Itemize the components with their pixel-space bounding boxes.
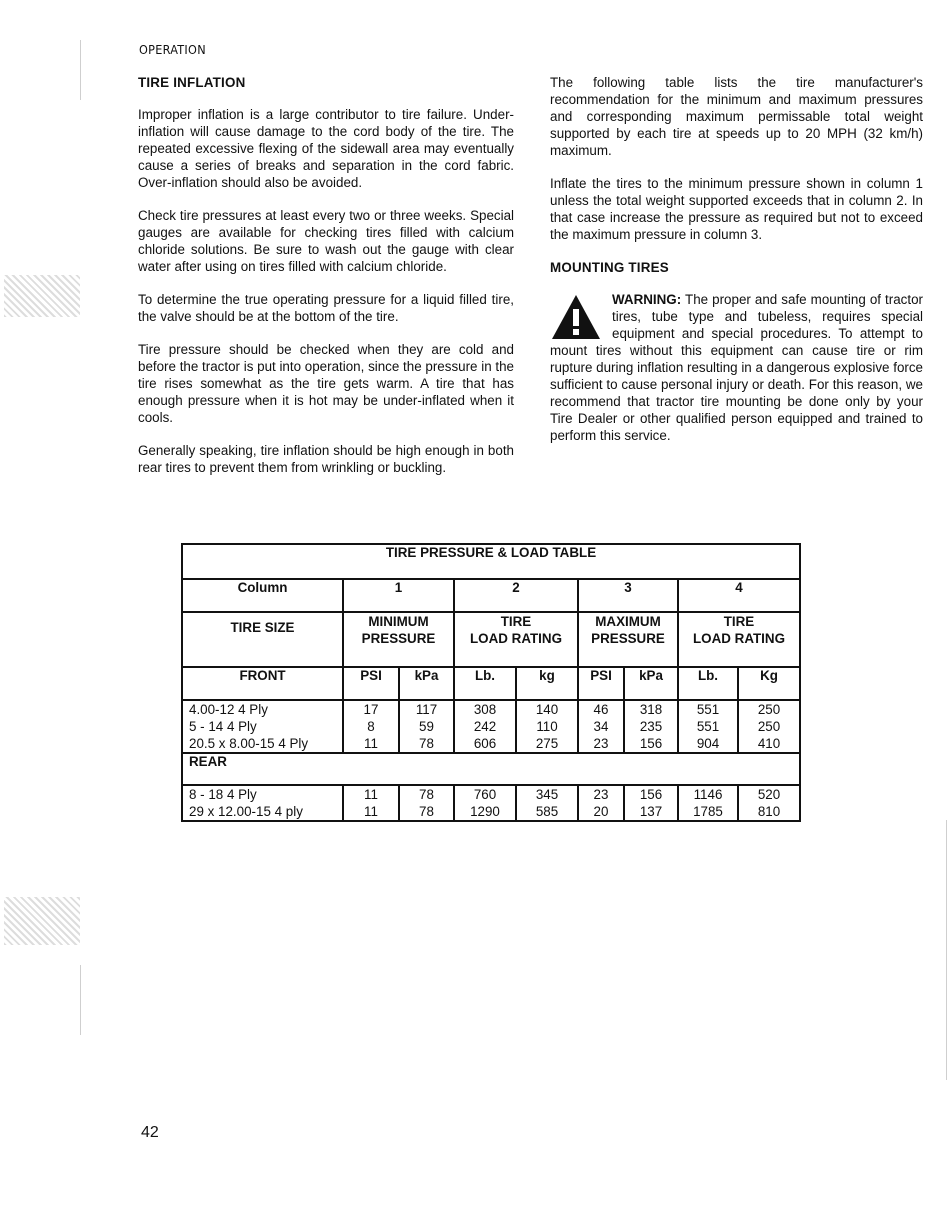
max-load-kg-cell: 520 810 bbox=[738, 785, 800, 821]
front-label: FRONT bbox=[182, 667, 343, 700]
min-psi-cell: 11 11 bbox=[343, 785, 399, 821]
paragraph: Generally speaking, tire inflation should be high enough in both rear tires to prevent them from wrinkling or buckling. bbox=[138, 443, 514, 475]
column-1-header: 1 bbox=[343, 579, 454, 612]
max-psi-cell: 23 20 bbox=[578, 785, 624, 821]
page-number: 42 bbox=[141, 1124, 159, 1141]
left-column bbox=[138, 74, 514, 492]
max-load-lb-cell: 1146 1785 bbox=[678, 785, 738, 821]
paragraph: To determine the true operating pressure for a liquid filled tire, the valve should be at the bottom of the tire. bbox=[138, 292, 514, 324]
scan-speck bbox=[80, 965, 81, 1035]
load-kg-cell: 140 110 275 bbox=[516, 700, 578, 753]
rear-label: REAR bbox=[182, 753, 800, 785]
rear-tire-sizes: 8 - 18 4 Ply 29 x 12.00-15 4 ply bbox=[182, 785, 343, 821]
max-kpa-cell: 156 137 bbox=[624, 785, 678, 821]
scan-speck bbox=[4, 275, 80, 317]
min-kpa-cell: 117 59 78 bbox=[399, 700, 454, 753]
warning-text: The proper and safe mounting of tractor tires, tube type and tubeless, requires special equipment and special procedures. To attempt to mount tires without this equipment can cause tire or rim rupture during inflation resulting in a dangerous explosive force sufficient to cause personal injury or death. For this reason, we recommend that tractor tire mounting be done only by your Tire Dealer or other qualified person equipped and trained to perform this service. bbox=[550, 292, 923, 443]
mounting-tires-heading: MOUNTING TIRES bbox=[550, 260, 669, 275]
unit-header: Lb. bbox=[454, 667, 516, 700]
column-number-row bbox=[182, 579, 800, 612]
scan-speck bbox=[4, 897, 80, 945]
column-4-header: 4 bbox=[678, 579, 800, 612]
unit-header: kg bbox=[516, 667, 578, 700]
paragraph: Check tire pressures at least every two or three weeks. Special gauges are available for checking tires filled with calcium chloride solutions. Be sure to wash out the gauge with clear water after using on tires filled with calcium chloride. bbox=[138, 208, 514, 274]
section-label: OPERATION bbox=[139, 42, 206, 57]
paragraph: The following table lists the tire manufacturer's recommendation for the minimum and maximum pressures and corresponding maximum permissable total weight supported by each tire at speeds up to 20 MPH (32 km/h) maximum. bbox=[550, 75, 923, 158]
unit-row bbox=[182, 667, 800, 700]
column-3-header: 3 bbox=[578, 579, 678, 612]
tire-size-label: TIRE SIZE bbox=[182, 612, 343, 667]
rear-label-row bbox=[182, 753, 800, 785]
max-kpa-cell: 318 235 156 bbox=[624, 700, 678, 753]
tire-inflation-heading: TIRE INFLATION bbox=[138, 75, 246, 90]
load-lb-cell: 760 1290 bbox=[454, 785, 516, 821]
table-title-row bbox=[182, 544, 800, 579]
table-title: TIRE PRESSURE & LOAD TABLE bbox=[182, 544, 800, 579]
front-tire-sizes: 4.00-12 4 Ply 5 - 14 4 Ply 20.5 x 8.00-15 4 Ply bbox=[182, 700, 343, 753]
right-column bbox=[550, 74, 923, 444]
front-data-row bbox=[182, 700, 800, 753]
warning-block bbox=[550, 291, 923, 444]
load-rating-header-1: TIRE LOAD RATING bbox=[454, 612, 578, 667]
load-kg-cell: 345 585 bbox=[516, 785, 578, 821]
tire-pressure-load-table bbox=[181, 543, 801, 822]
load-rating-header-2: TIRE LOAD RATING bbox=[678, 612, 800, 667]
max-load-lb-cell: 551 551 904 bbox=[678, 700, 738, 753]
paragraph: Improper inflation is a large contributor to tire failure. Under-inflation will cause damage to the cord body of the tire. The repeated excessive flexing of the sidewall area may eventually cause a series of breaks and separation in the cord fabric. Over-inflation should also be avoided. bbox=[138, 107, 514, 190]
warning-title: WARNING: bbox=[612, 292, 682, 307]
max-load-kg-cell: 250 250 410 bbox=[738, 700, 800, 753]
scan-speck bbox=[946, 820, 947, 1080]
warning-triangle-icon bbox=[550, 293, 602, 341]
unit-header: Lb. bbox=[678, 667, 738, 700]
minimum-pressure-header: MINIMUM PRESSURE bbox=[343, 612, 454, 667]
unit-header: PSI bbox=[578, 667, 624, 700]
min-psi-cell: 17 8 11 bbox=[343, 700, 399, 753]
paragraph: Tire pressure should be checked when they are cold and before the tractor is put into operation, since the pressure in the tire rises somewhat as the tire gets warm. A tire that has enough pressure when it is hot may be under-inflated when it cools. bbox=[138, 342, 514, 425]
tire-size-row bbox=[182, 612, 800, 667]
rear-data-row bbox=[182, 785, 800, 821]
maximum-pressure-header: MAXIMUM PRESSURE bbox=[578, 612, 678, 667]
column-2-header: 2 bbox=[454, 579, 578, 612]
paragraph: Inflate the tires to the minimum pressure shown in column 1 unless the total weight supported exceeds that in column 2. In that case increase the pressure as required but not to exceed the maximum pressure in column 3. bbox=[550, 176, 923, 242]
min-kpa-cell: 78 78 bbox=[399, 785, 454, 821]
unit-header: Kg bbox=[738, 667, 800, 700]
unit-header: kPa bbox=[624, 667, 678, 700]
max-psi-cell: 46 34 23 bbox=[578, 700, 624, 753]
unit-header: PSI bbox=[343, 667, 399, 700]
scan-speck bbox=[80, 40, 81, 100]
load-lb-cell: 308 242 606 bbox=[454, 700, 516, 753]
unit-header: kPa bbox=[399, 667, 454, 700]
column-label: Column bbox=[182, 579, 343, 612]
